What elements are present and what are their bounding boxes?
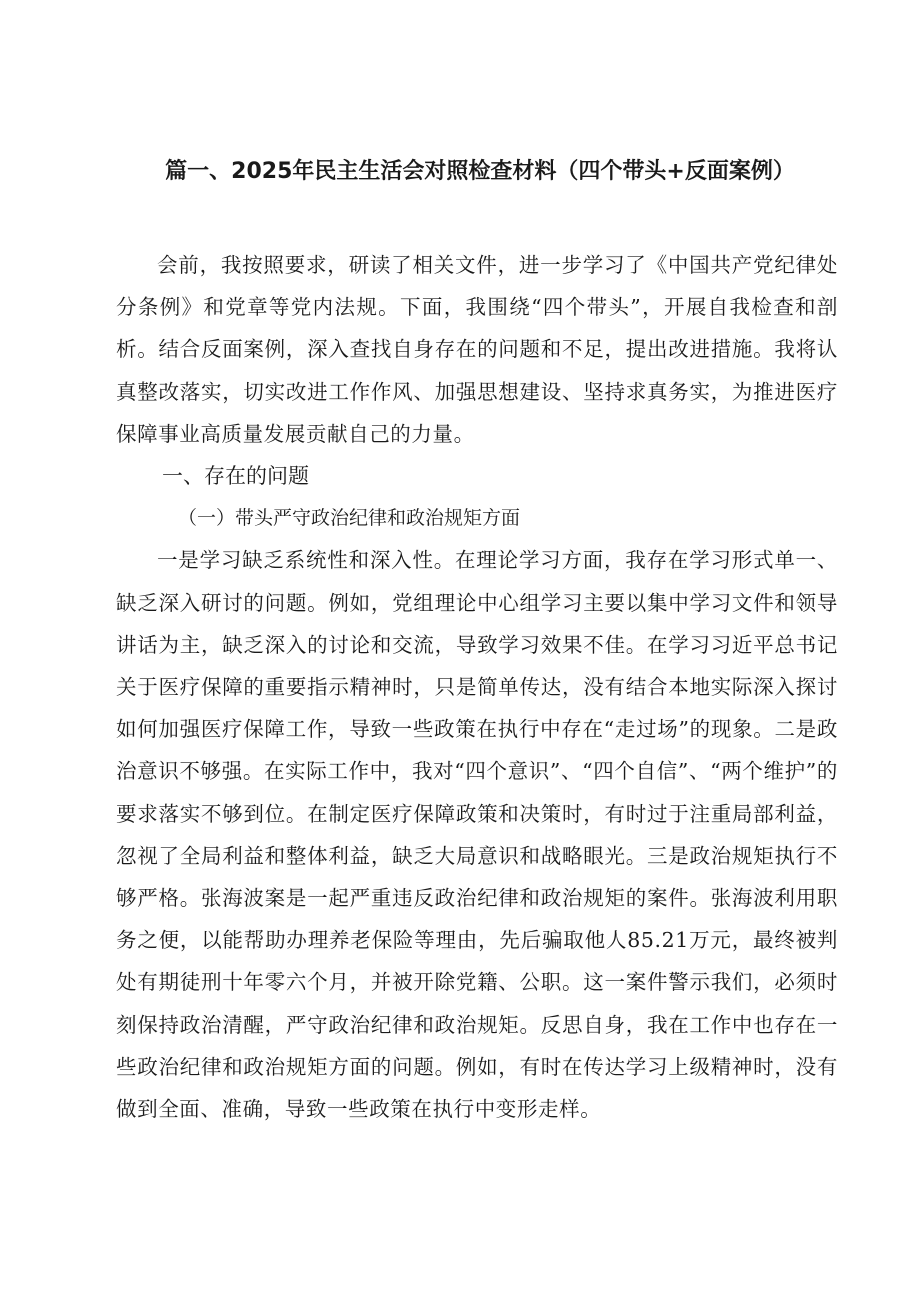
document-body — [116, 244, 838, 1130]
intro-paragraph: 会前，我按照要求，研读了相关文件，进一步学习了《中国共产党纪律处分条例》和党章等党内法规。下面，我围绕“四个带头”，开展自我检查和剖析。结合反面案例，深入查找自身存在的问题和不足，提出改进措施。我将认真整改落实，切实改进工作作风、加强思想建设、坚持求真务实，为推进医疗保障事业高质量发展贡献自己的力量。 — [116, 253, 838, 446]
subsection-paragraph: 一是学习缺乏系统性和深入性。在理论学习方面，我存在学习形式单一、缺乏深入研讨的问题。例如，党组理论中心组学习主要以集中学习文件和领导讲话为主，缺乏深入的讨论和交流，导致学习效果不佳。在学习习近平总书记关于医疗保障的重要指示精神时，只是简单传达，没有结合本地实际深入探讨如何加强医疗保障工作，导致一些政策在执行中存在“走过场”的现象。二是政治意识不够强。在实际工作中，我对“四个意识”、“四个自信”、“两个维护”的要求落实不够到位。在制定医疗保障政策和决策时，有时过于注重局部利益，忽视了全局利益和整体利益，缺乏大局意识和战略眼光。三是政治规矩执行不够严格。张海波案是一起严重违反政治纪律和政治规矩的案件。张海波利用职务之便，以能帮助办理养老保险等理由，先后骗取他人85.21万元，最终被判处有期徒刑十年零六个月，并被开除党籍、公职。这一案件警示我们，必须时刻保持政治清醒，严守政治纪律和政治规矩。反思自身，我在工作中也存在一些政治纪律和政治规矩方面的问题。例如，有时在传达学习上级精神时，没有做到全面、准确，导致一些政策在执行中变形走样。 — [116, 548, 838, 1122]
document-title: 篇一、2025年民主生活会对照检查材料（四个带头+反面案例） — [165, 159, 795, 184]
subsection-heading-political-discipline: （一）带头严守政治纪律和政治规矩方面 — [178, 507, 521, 530]
section-heading-problems: 一、存在的问题 — [162, 464, 309, 489]
